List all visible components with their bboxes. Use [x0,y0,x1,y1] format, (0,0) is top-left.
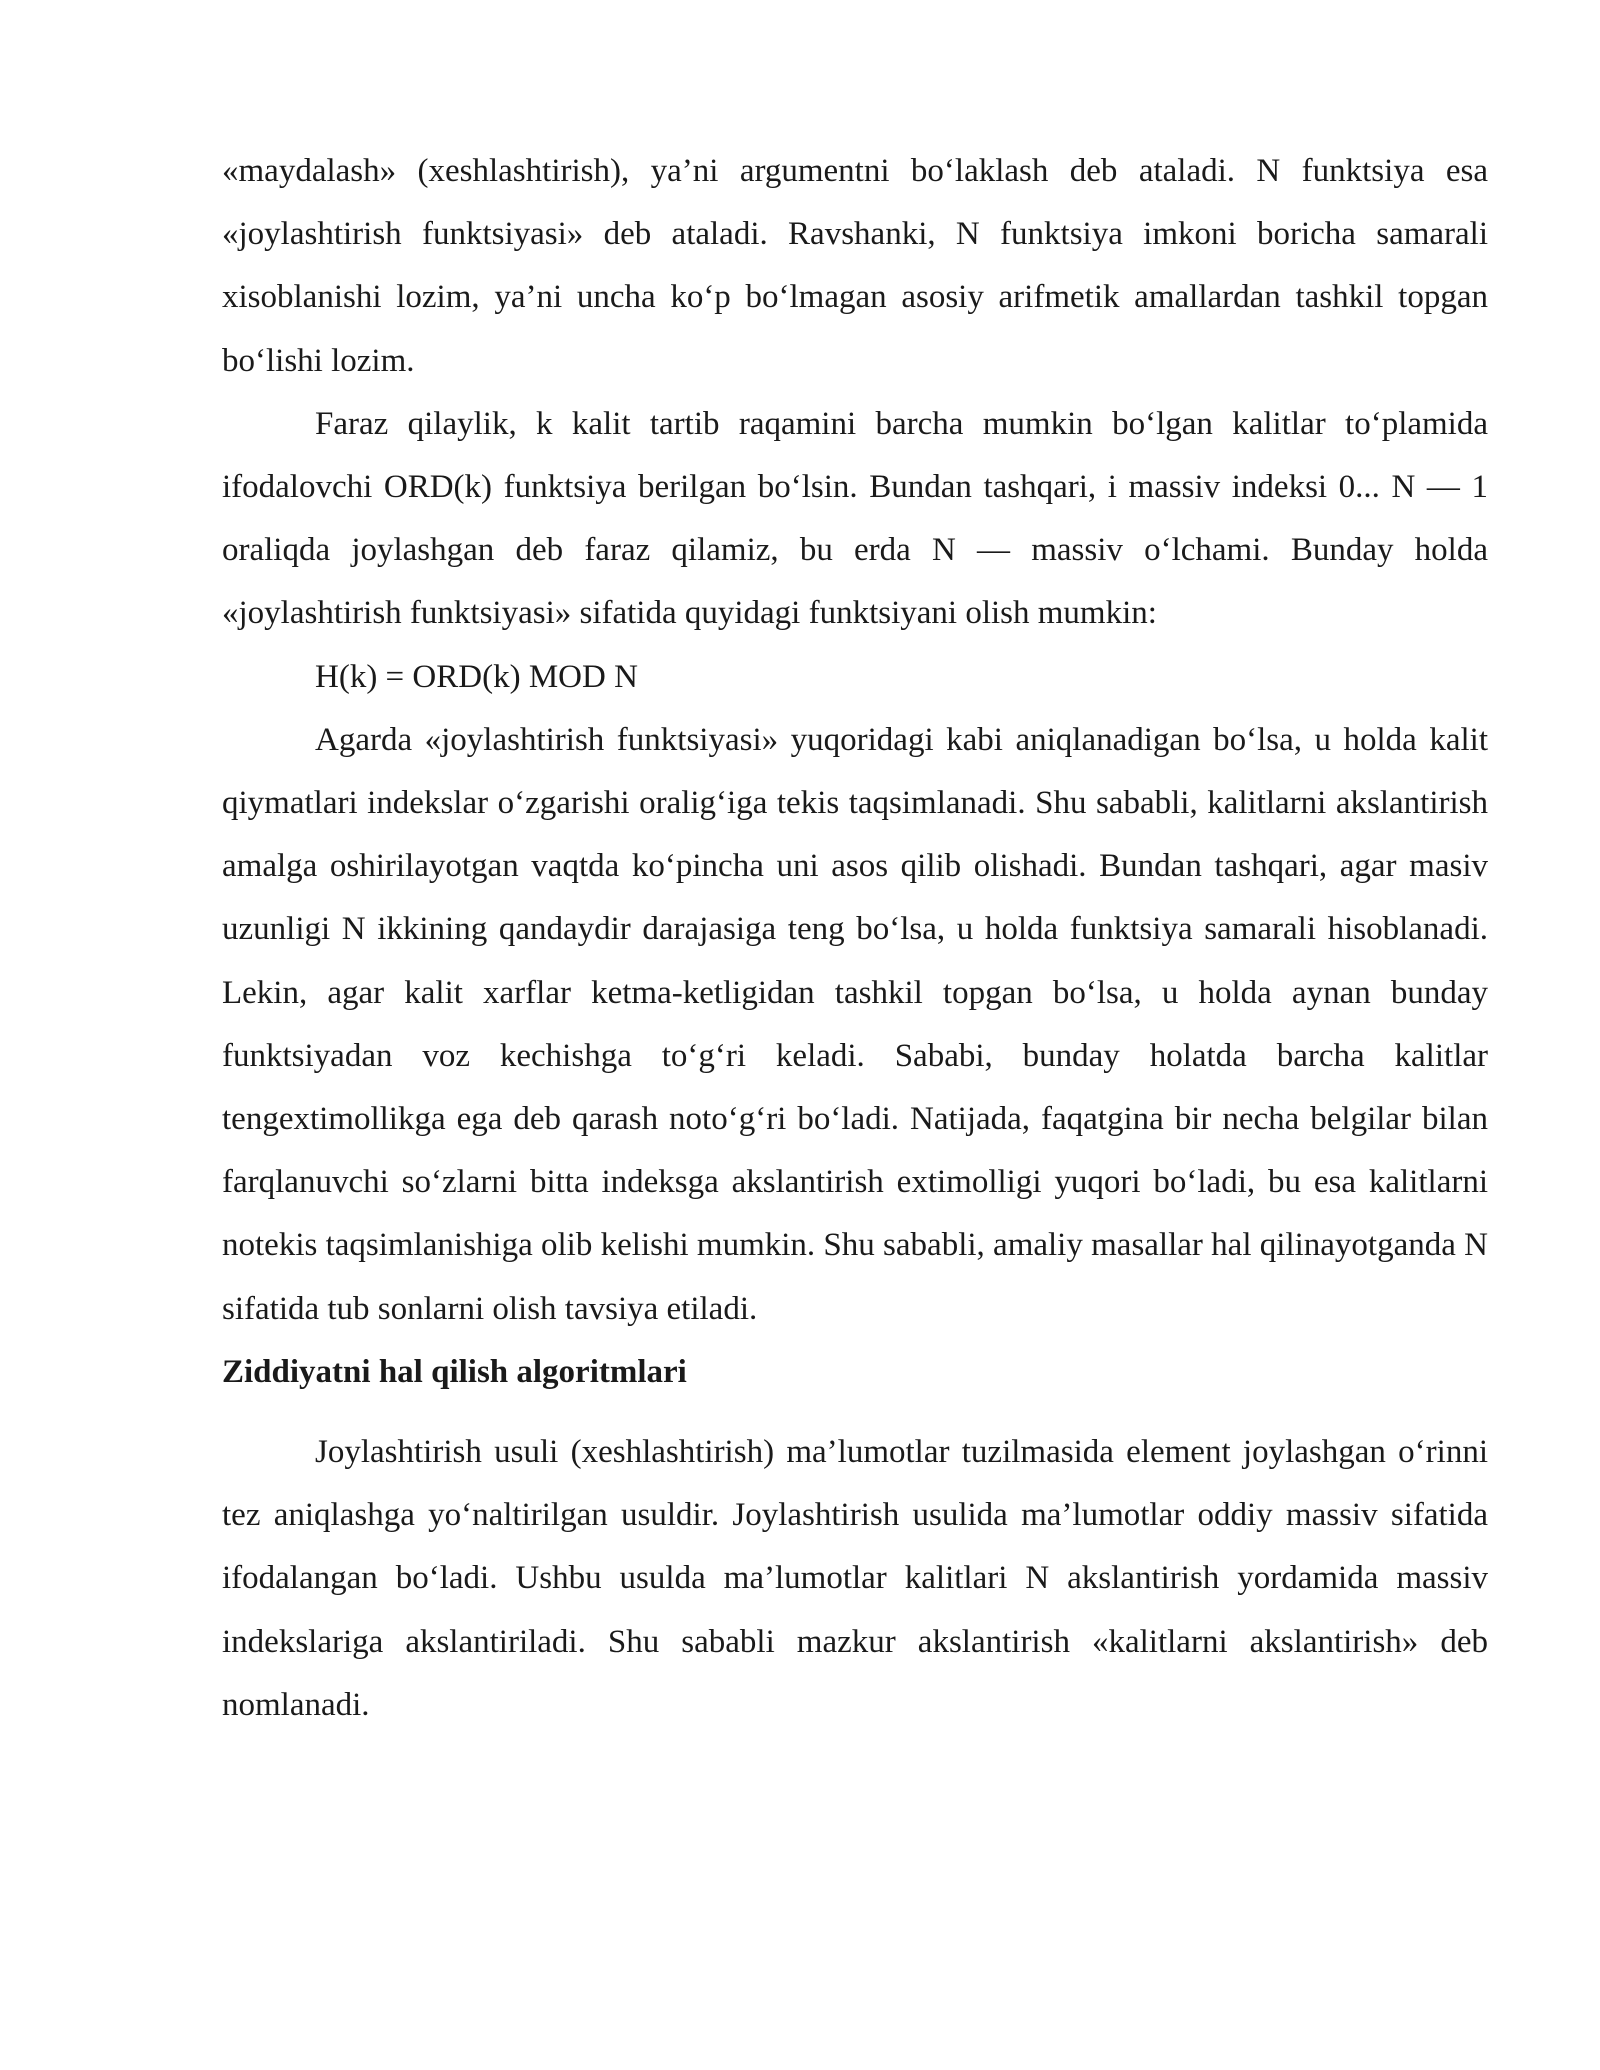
document-page [222,140,1488,1737]
paragraph-hashing-intro: «maydalash» (xeshlashtirish), ya’ni argumentni bo‘laklash deb ataladi. N funktsiya esa «joylashtirish funktsiyasi» deb ataladi. Ravshanki, N funktsiya imkoni boricha samarali xisoblanishi lozim, ya’ni uncha ko‘p bo‘lmagan asosiy arifmetik amallardan tashkil topgan bo‘lishi lozim. [222,153,1488,379]
paragraph-ord-function: Faraz qilaylik, k kalit tartib raqamini barcha mumkin bo‘lgan kalitlar to‘plamida ifodalovchi ORD(k) funktsiya berilgan bo‘lsin. Bundan tashqari, i massiv indeksi 0... N — 1 oraliqda joylashgan deb faraz qilamiz, bu erda N — massiv o‘lchami. Bunday holda «joylashtirish funktsiyasi» sifatida quyidagi funktsiyani olish mumkin: [222,405,1488,632]
formula-hash-function: H(k) = ORD(k) MOD N [315,658,638,695]
paragraph-placement-method: Joylashtirish usuli (xeshlashtirish) ma’lumotlar tuzilmasida element joylashgan o‘rinni tez aniqlashga yo‘naltirilgan usuldir. Joylashtirish usulida ma’lumotlar oddiy massiv sifatida ifodalangan bo‘ladi. Ushbu usulda ma’lumotlar kalitlari N akslantirish yordamida massiv indekslariga akslantiriladi. Shu sababli mazkur akslantirish «kalitlarni akslantirish» deb nomlanadi. [222,1434,1488,1723]
section-heading: Ziddiyatni hal qilish algoritmlari [222,1353,687,1390]
paragraph-distribution: Agarda «joylashtirish funktsiyasi» yuqoridagi kabi aniqlanadigan bo‘lsa, u holda kalit qiymatlari indekslar o‘zgarishi oralig‘iga tekis taqsimlanadi. Shu sababli, kalitlarni akslantirish amalga oshirilayotgan vaqtda ko‘pincha uni asos qilib olishadi. Bundan tashqari, agar masiv uzunligi N ikkining qandaydir darajasiga teng bo‘lsa, u holda funktsiya samarali hisoblanadi. Lekin, agar kalit xarflar ketma-ketligidan tashkil topgan bo‘lsa, u holda aynan bunday funktsiyadan voz kechishga to‘g‘ri keladi. Sababi, bunday holatda barcha kalitlar tengextimollikga ega deb qarash noto‘g‘ri bo‘ladi. Natijada, faqatgina bir necha belgilar bilan farqlanuvchi so‘zlarni bitta indeksga akslantirish extimolligi yuqori bo‘ladi, bu esa kalitlarni notekis taqsimlanishiga olib kelishi mumkin. Shu sababli, amaliy masallar hal qilinayotganda N sifatida tub sonlarni olish tavsiya etiladi. [222,721,1488,1327]
